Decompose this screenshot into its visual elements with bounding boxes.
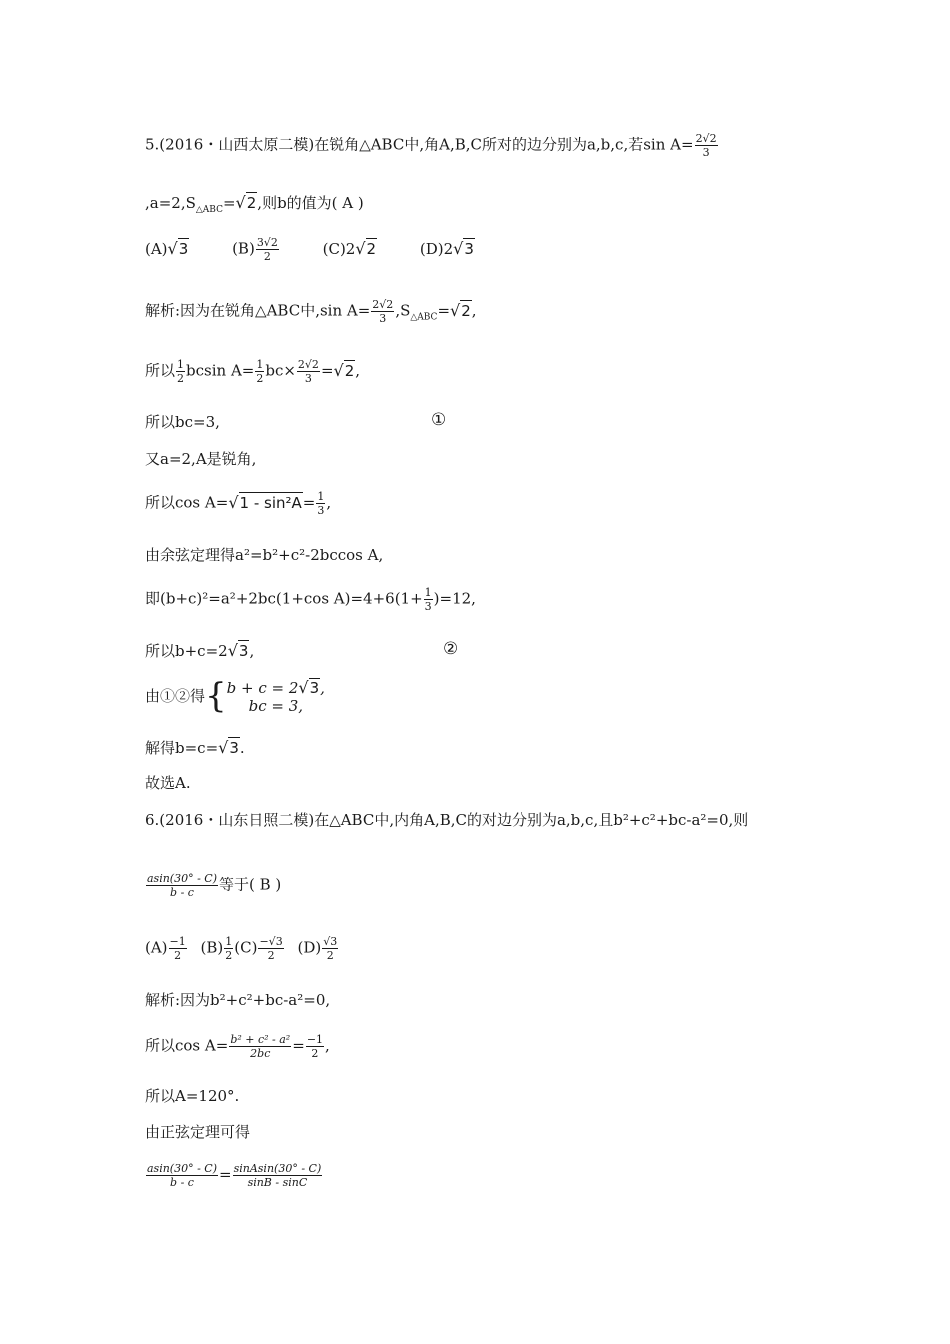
- fraction: [176, 358, 185, 385]
- sqrt-expression: √3: [218, 738, 239, 757]
- q5-stem-line1: [145, 132, 719, 159]
- fraction-denominator: 2: [263, 250, 271, 263]
- q6-option-b: [201, 935, 285, 962]
- fraction-denominator: sinB - sinC: [247, 1176, 308, 1189]
- q6-solution-line2: [145, 1033, 330, 1060]
- sqrt-expression: √3: [167, 238, 189, 258]
- coefficient: 2: [345, 239, 356, 258]
- fraction-denominator: b - c: [170, 886, 194, 899]
- q5-solution-line7: [145, 586, 476, 613]
- fraction-denominator: 3: [304, 372, 312, 385]
- q6-stem-text: 等于( B ): [219, 875, 282, 894]
- solution-text: 即(b+c)²=a²+2bc(1+cos A)=4+6(1+: [145, 589, 423, 608]
- fraction: [224, 935, 233, 962]
- solution-text: 所以: [145, 361, 176, 380]
- fraction: [255, 358, 264, 385]
- q5-solution-line1: [145, 298, 477, 325]
- sqrt-expression: √3: [453, 238, 474, 258]
- equals: =: [219, 1165, 232, 1184]
- fraction-numerator: −1: [306, 1033, 324, 1046]
- coefficient: 2: [443, 239, 454, 258]
- equals: =: [222, 194, 236, 212]
- q5-solution-line6: [145, 545, 383, 565]
- fraction: [322, 935, 338, 962]
- option-label: (A): [145, 239, 168, 258]
- solution-text: .: [239, 739, 245, 757]
- q5-options: [145, 236, 513, 263]
- sqrt-expression: √2: [355, 238, 377, 258]
- q6-stem-line2: [145, 872, 281, 899]
- solution-text: bc×: [265, 361, 296, 380]
- system-row-2: bc = 3,: [248, 696, 304, 715]
- fraction-numerator: 2√2: [372, 298, 394, 311]
- fraction: [424, 586, 433, 613]
- fraction-denominator: 2: [267, 949, 275, 962]
- fraction-numerator: 1: [177, 358, 185, 371]
- fraction-denominator: 2bc: [250, 1047, 271, 1060]
- solution-text: 所以cos A=: [145, 1036, 229, 1055]
- solution-text: 所以A=120°.: [145, 1087, 240, 1105]
- fraction-numerator: asin(30° - C): [147, 1162, 218, 1175]
- fraction-denominator: 3: [702, 146, 710, 159]
- solution-text: ,: [471, 301, 477, 320]
- subscript: △ABC: [195, 205, 223, 215]
- system-text: ,: [320, 678, 325, 697]
- solution-text: 解析:因为在锐角△ABC中,sin A=: [145, 301, 371, 320]
- sqrt-expression: √2: [333, 360, 355, 380]
- fraction-denominator: 2: [256, 372, 264, 385]
- fraction-denominator: 2: [311, 1047, 319, 1060]
- q5-option-d: [420, 238, 475, 259]
- solution-text: ,: [326, 493, 332, 512]
- fraction: [146, 1162, 218, 1189]
- equals: =: [302, 493, 316, 512]
- q5-stem-text: ,则b的值为( A ): [257, 194, 364, 212]
- fraction-denominator: 2: [225, 949, 233, 962]
- option-label: (D): [297, 938, 322, 957]
- sqrt-expression: √2: [235, 193, 257, 212]
- fraction-numerator: b² + c² - a²: [230, 1033, 291, 1046]
- equation-marker-1: ①: [431, 410, 447, 430]
- q6-options: [145, 935, 347, 962]
- q6-solution-line5: [145, 1162, 323, 1189]
- sqrt-expression: √3: [298, 677, 320, 697]
- fraction-denominator: 2: [177, 372, 185, 385]
- fraction-denominator: b - c: [170, 1176, 194, 1189]
- option-label: (A): [145, 938, 168, 957]
- fraction-numerator: 2√2: [695, 132, 717, 145]
- option-label: (C): [322, 239, 346, 258]
- radicand: 2: [461, 301, 471, 320]
- q5-solution-line2: [145, 358, 360, 385]
- fraction-numerator: 1: [256, 358, 264, 371]
- fraction: [233, 1162, 323, 1189]
- radicand: 2: [344, 361, 355, 380]
- q5-solution-line10: [145, 737, 245, 758]
- radicand: 2: [366, 239, 377, 258]
- fraction-numerator: √3: [323, 935, 338, 948]
- equals: =: [320, 361, 334, 380]
- q5-solution-line8: [145, 640, 254, 661]
- solution-text: ,S: [395, 301, 411, 320]
- solution-text: 解得b=c=: [145, 739, 219, 757]
- q6-stem-text: 6.(2016・山东日照二模)在△ABC中,内角A,B,C的对边分别为a,b,c,且b²+c²+bc-a²=0,则: [145, 811, 749, 829]
- option-label: (B): [200, 938, 224, 957]
- fraction-numerator: sinAsin(30° - C): [233, 1162, 322, 1175]
- q5-solution-line11: [145, 773, 191, 793]
- system-text: b + c = 2: [226, 678, 299, 697]
- q5-stem-text: 5.(2016・山西太原二模)在锐角△ABC中,角A,B,C所对的边分别为a,b,c,若sin A=: [145, 135, 694, 154]
- fraction-numerator: −1: [169, 935, 186, 948]
- fraction: [229, 1033, 291, 1060]
- fraction-numerator: asin(30° - C): [147, 872, 218, 885]
- option-label: (B): [232, 239, 255, 258]
- q5-sinA-fraction: [695, 132, 718, 159]
- fraction-numerator: 1: [317, 490, 325, 503]
- q6-option-a: [145, 935, 188, 962]
- radicand: 3: [238, 642, 249, 660]
- fraction-numerator: 1: [225, 935, 233, 948]
- solution-text: 所以cos A=: [145, 493, 229, 512]
- radicand: 3: [229, 739, 239, 757]
- brace-icon: {: [205, 676, 227, 716]
- fraction-numerator: 1: [424, 586, 432, 599]
- fraction: [258, 935, 283, 962]
- solution-text: 所以bc=3,: [145, 413, 220, 431]
- fraction: [371, 298, 394, 325]
- q6-solution-line3: [145, 1086, 239, 1106]
- fraction-denominator: 2: [326, 949, 334, 962]
- fraction: [169, 935, 187, 962]
- q5-solution-line5: [145, 490, 331, 517]
- q6-solution-line4: [145, 1122, 250, 1142]
- q5-solution-line9: [145, 677, 325, 715]
- fraction-denominator: 3: [317, 504, 325, 517]
- q6-option-d: [297, 935, 339, 962]
- q5-solution-line4: [145, 449, 256, 469]
- sqrt-expression: √3: [227, 641, 249, 660]
- solution-text: 由正弦定理可得: [145, 1123, 251, 1141]
- solution-text: )=12,: [433, 589, 476, 608]
- q5-option-a: [145, 238, 189, 259]
- q5-stem-text: ,a=2,S: [145, 194, 196, 212]
- fraction-denominator: 3: [379, 312, 387, 325]
- radicand: 3: [309, 678, 320, 697]
- radicand: 3: [464, 239, 474, 258]
- solution-text: bcsin A=: [186, 361, 255, 380]
- fraction: [316, 490, 325, 517]
- fraction-numerator: −√3: [259, 935, 283, 948]
- solution-text: ,: [355, 361, 361, 380]
- solution-text: ,: [325, 1036, 330, 1055]
- q6-stem-line1: [145, 810, 748, 830]
- radicand: 2: [246, 194, 257, 212]
- solution-text: 故选A.: [145, 774, 191, 792]
- solution-text: 所以b+c=2: [145, 642, 228, 660]
- subscript: △ABC: [410, 312, 438, 323]
- solution-text: 由①②得: [145, 687, 206, 705]
- solution-text: 由余弦定理得a²=b²+c²-2bccos A,: [145, 546, 384, 564]
- solution-text: 解析:因为b²+c²+bc-a²=0,: [145, 991, 331, 1009]
- sqrt-expression: √1 - sin²A: [228, 492, 302, 512]
- fraction-numerator: 3√2: [256, 236, 278, 249]
- equation-marker-2: ②: [443, 639, 459, 659]
- q5-option-c: [323, 238, 377, 259]
- equals: =: [437, 301, 451, 320]
- sqrt-expression: √2: [450, 300, 471, 320]
- fraction: [256, 236, 279, 263]
- q5-stem-line2: [145, 192, 364, 213]
- fraction-denominator: 2: [174, 949, 182, 962]
- q5-option-b: [232, 236, 280, 263]
- fraction-denominator: 3: [424, 600, 432, 613]
- fraction: [146, 872, 218, 899]
- equation-system: [227, 678, 325, 715]
- radicand: 1 - sin²A: [239, 493, 302, 512]
- solution-text: ,: [249, 642, 255, 660]
- fraction-numerator: 2√2: [297, 358, 319, 371]
- option-label: (C): [234, 938, 258, 957]
- option-label: (D): [419, 239, 444, 258]
- fraction: [306, 1033, 324, 1060]
- system-row-1: [227, 678, 325, 697]
- radicand: 3: [178, 239, 189, 258]
- fraction: [297, 358, 320, 385]
- equals: =: [292, 1036, 305, 1055]
- q5-solution-line3: [145, 412, 220, 432]
- solution-text: 又a=2,A是锐角,: [145, 450, 257, 468]
- q6-solution-line1: [145, 990, 330, 1010]
